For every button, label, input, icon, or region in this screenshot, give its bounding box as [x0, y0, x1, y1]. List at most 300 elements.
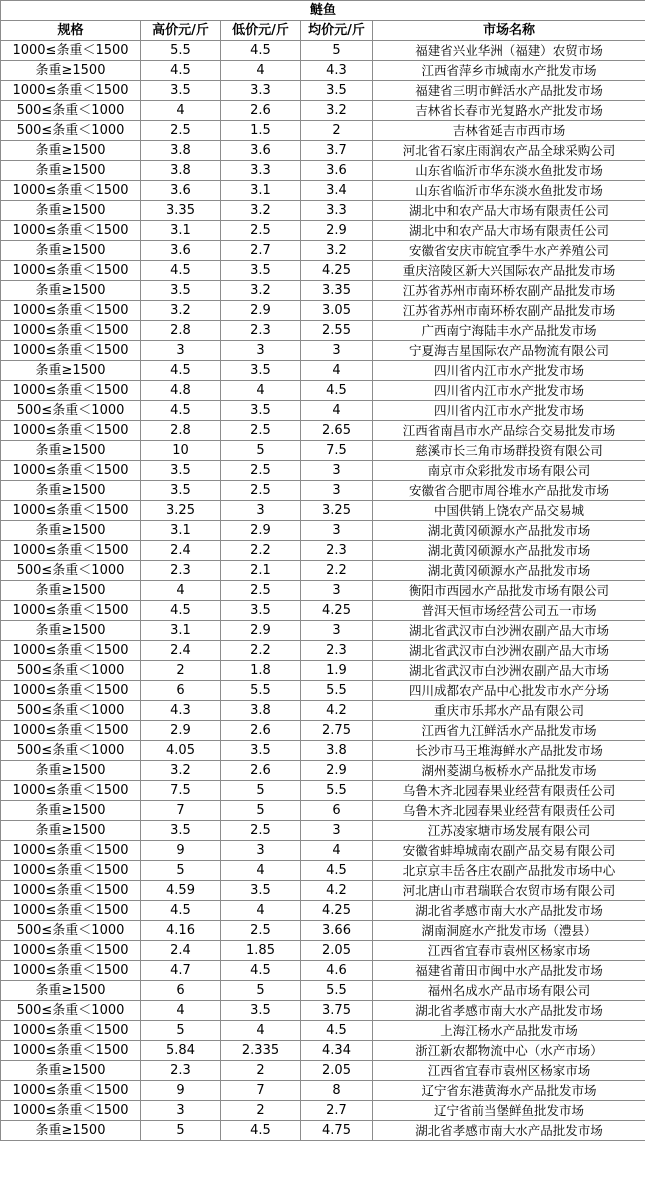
market-name-cell: 安徽省蚌埠城南农副产品交易有限公司: [373, 841, 645, 861]
low-price-cell: 2.9: [221, 621, 301, 641]
avg-price-cell: 3: [301, 821, 373, 841]
avg-price-cell: 2.9: [301, 221, 373, 241]
avg-price-cell: 5.5: [301, 781, 373, 801]
table-row: [1, 141, 645, 161]
market-name-cell: 湖北省武汉市白沙洲农副产品大市场: [373, 661, 645, 681]
table-row: [1, 721, 645, 741]
table-row: [1, 941, 645, 961]
low-price-cell: 5: [221, 441, 301, 461]
market-name-cell: 福建省兴业华洲（福建）农贸市场: [373, 41, 645, 61]
avg-price-cell: 4.25: [301, 601, 373, 621]
high-price-cell: 9: [141, 1081, 221, 1101]
market-name-cell: 吉林省延吉市西市场: [373, 121, 645, 141]
high-price-cell: 3.2: [141, 761, 221, 781]
high-price-cell: 2: [141, 661, 221, 681]
market-name-cell: 江西省九江鲜活水产品批发市场: [373, 721, 645, 741]
high-price-cell: 6: [141, 981, 221, 1001]
high-price-cell: 3.2: [141, 301, 221, 321]
table-row: [1, 701, 645, 721]
market-name-cell: 河北唐山市君瑞联合农贸市场有限公司: [373, 881, 645, 901]
low-price-cell: 2.6: [221, 761, 301, 781]
avg-price-cell: 3.5: [301, 81, 373, 101]
market-name-cell: 长沙市马王堆海鲜水产品批发市场: [373, 741, 645, 761]
market-name-cell: 湖北省孝感市南大水产品批发市场: [373, 901, 645, 921]
table-row: [1, 661, 645, 681]
spec-cell: 1000≤条重＜1500: [1, 601, 141, 621]
low-price-cell: 5.5: [221, 681, 301, 701]
high-price-cell: 4.05: [141, 741, 221, 761]
low-price-cell: 3: [221, 501, 301, 521]
header-spec: 规格: [1, 21, 141, 41]
table-row: [1, 601, 645, 621]
market-name-cell: 慈溪市长三角市场群投资有限公司: [373, 441, 645, 461]
market-name-cell: 北京京丰岳各庄农副产品批发市场中心: [373, 861, 645, 881]
market-name-cell: 福建省莆田市闽中水产品批发市场: [373, 961, 645, 981]
market-name-cell: 乌鲁木齐北园春果业经营有限责任公司: [373, 781, 645, 801]
spec-cell: 条重≥1500: [1, 981, 141, 1001]
high-price-cell: 3.1: [141, 521, 221, 541]
table-row: [1, 341, 645, 361]
high-price-cell: 5: [141, 861, 221, 881]
table-row: [1, 301, 645, 321]
low-price-cell: 3.1: [221, 181, 301, 201]
avg-price-cell: 3: [301, 621, 373, 641]
avg-price-cell: 4.5: [301, 861, 373, 881]
avg-price-cell: 2.9: [301, 761, 373, 781]
low-price-cell: 3.3: [221, 161, 301, 181]
spec-cell: 1000≤条重＜1500: [1, 301, 141, 321]
spec-cell: 条重≥1500: [1, 1061, 141, 1081]
avg-price-cell: 2.05: [301, 1061, 373, 1081]
spec-cell: 1000≤条重＜1500: [1, 421, 141, 441]
low-price-cell: 2.5: [221, 461, 301, 481]
high-price-cell: 4.5: [141, 601, 221, 621]
spec-cell: 条重≥1500: [1, 481, 141, 501]
table-title: 鲢鱼: [1, 1, 645, 21]
header-high-price: 高价元/斤: [141, 21, 221, 41]
high-price-cell: 2.3: [141, 1061, 221, 1081]
low-price-cell: 7: [221, 1081, 301, 1101]
low-price-cell: 2: [221, 1101, 301, 1121]
spec-cell: 500≤条重＜1000: [1, 101, 141, 121]
low-price-cell: 3: [221, 841, 301, 861]
avg-price-cell: 3.2: [301, 101, 373, 121]
market-name-cell: 福州名成水产品市场有限公司: [373, 981, 645, 1001]
avg-price-cell: 4.6: [301, 961, 373, 981]
market-name-cell: 重庆市乐邦水产品有限公司: [373, 701, 645, 721]
avg-price-cell: 3.2: [301, 241, 373, 261]
table-row: [1, 501, 645, 521]
market-name-cell: 湖北黄冈硕源水产品批发市场: [373, 541, 645, 561]
spec-cell: 1000≤条重＜1500: [1, 221, 141, 241]
low-price-cell: 2.7: [221, 241, 301, 261]
high-price-cell: 5: [141, 1021, 221, 1041]
avg-price-cell: 4: [301, 361, 373, 381]
avg-price-cell: 3: [301, 521, 373, 541]
spec-cell: 条重≥1500: [1, 61, 141, 81]
low-price-cell: 2.5: [221, 821, 301, 841]
table-row: [1, 481, 645, 501]
table-row: [1, 641, 645, 661]
low-price-cell: 2.2: [221, 641, 301, 661]
high-price-cell: 5.5: [141, 41, 221, 61]
market-name-cell: 广西南宁海陆丰水产品批发市场: [373, 321, 645, 341]
spec-cell: 条重≥1500: [1, 1121, 141, 1141]
high-price-cell: 3.5: [141, 81, 221, 101]
header-market-name: 市场名称: [373, 21, 645, 41]
spec-cell: 条重≥1500: [1, 141, 141, 161]
high-price-cell: 3: [141, 341, 221, 361]
market-name-cell: 湖北省武汉市白沙洲农副产品大市场: [373, 641, 645, 661]
header-row: [1, 21, 645, 41]
market-name-cell: 四川成都农产品中心批发市水产分场: [373, 681, 645, 701]
avg-price-cell: 1.9: [301, 661, 373, 681]
avg-price-cell: 4: [301, 401, 373, 421]
spec-cell: 条重≥1500: [1, 201, 141, 221]
table-row: [1, 881, 645, 901]
low-price-cell: 4: [221, 861, 301, 881]
low-price-cell: 4: [221, 1021, 301, 1041]
low-price-cell: 4: [221, 381, 301, 401]
spec-cell: 500≤条重＜1000: [1, 121, 141, 141]
spec-cell: 1000≤条重＜1500: [1, 1041, 141, 1061]
avg-price-cell: 5.5: [301, 981, 373, 1001]
spec-cell: 500≤条重＜1000: [1, 921, 141, 941]
table-row: [1, 921, 645, 941]
market-name-cell: 湖北黄冈硕源水产品批发市场: [373, 521, 645, 541]
avg-price-cell: 2.2: [301, 561, 373, 581]
avg-price-cell: 3.35: [301, 281, 373, 301]
low-price-cell: 1.85: [221, 941, 301, 961]
table-row: [1, 961, 645, 981]
avg-price-cell: 7.5: [301, 441, 373, 461]
table-row: [1, 621, 645, 641]
spec-cell: 条重≥1500: [1, 241, 141, 261]
table-row: [1, 781, 645, 801]
table-row: [1, 561, 645, 581]
avg-price-cell: 4.25: [301, 261, 373, 281]
spec-cell: 条重≥1500: [1, 801, 141, 821]
spec-cell: 1000≤条重＜1500: [1, 381, 141, 401]
avg-price-cell: 3: [301, 341, 373, 361]
market-name-cell: 乌鲁木齐北园春果业经营有限责任公司: [373, 801, 645, 821]
high-price-cell: 4.7: [141, 961, 221, 981]
high-price-cell: 9: [141, 841, 221, 861]
market-name-cell: 衡阳市西园水产品批发市场有限公司: [373, 581, 645, 601]
market-name-cell: 湖北中和农产品大市场有限责任公司: [373, 221, 645, 241]
avg-price-cell: 3.7: [301, 141, 373, 161]
high-price-cell: 4: [141, 1001, 221, 1021]
spec-cell: 1000≤条重＜1500: [1, 721, 141, 741]
low-price-cell: 5: [221, 801, 301, 821]
spec-cell: 条重≥1500: [1, 441, 141, 461]
high-price-cell: 4: [141, 581, 221, 601]
high-price-cell: 3.5: [141, 461, 221, 481]
high-price-cell: 4.8: [141, 381, 221, 401]
low-price-cell: 2.5: [221, 421, 301, 441]
avg-price-cell: 2.3: [301, 641, 373, 661]
table-row: [1, 521, 645, 541]
market-name-cell: 安徽省合肥市周谷堆水产品批发市场: [373, 481, 645, 501]
spec-cell: 1000≤条重＜1500: [1, 681, 141, 701]
high-price-cell: 10: [141, 441, 221, 461]
low-price-cell: 3.5: [221, 881, 301, 901]
spec-cell: 条重≥1500: [1, 521, 141, 541]
market-name-cell: 湖北省孝感市南大水产品批发市场: [373, 1001, 645, 1021]
low-price-cell: 3.5: [221, 601, 301, 621]
high-price-cell: 3.5: [141, 481, 221, 501]
avg-price-cell: 2.65: [301, 421, 373, 441]
avg-price-cell: 3.8: [301, 741, 373, 761]
low-price-cell: 4: [221, 61, 301, 81]
market-name-cell: 四川省内江市水产批发市场: [373, 381, 645, 401]
market-name-cell: 南京市众彩批发市场有限公司: [373, 461, 645, 481]
high-price-cell: 4.3: [141, 701, 221, 721]
spec-cell: 1000≤条重＜1500: [1, 501, 141, 521]
market-name-cell: 四川省内江市水产批发市场: [373, 401, 645, 421]
high-price-cell: 5: [141, 1121, 221, 1141]
low-price-cell: 3.2: [221, 281, 301, 301]
table-row: [1, 841, 645, 861]
spec-cell: 1000≤条重＜1500: [1, 961, 141, 981]
spec-cell: 1000≤条重＜1500: [1, 261, 141, 281]
low-price-cell: 2.5: [221, 581, 301, 601]
avg-price-cell: 5.5: [301, 681, 373, 701]
low-price-cell: 4.5: [221, 41, 301, 61]
table-row: [1, 981, 645, 1001]
avg-price-cell: 3: [301, 461, 373, 481]
high-price-cell: 3.5: [141, 281, 221, 301]
table-row: [1, 401, 645, 421]
avg-price-cell: 6: [301, 801, 373, 821]
market-name-cell: 上海江杨水产品批发市场: [373, 1021, 645, 1041]
high-price-cell: 7.5: [141, 781, 221, 801]
low-price-cell: 2.2: [221, 541, 301, 561]
high-price-cell: 3.1: [141, 621, 221, 641]
spec-cell: 500≤条重＜1000: [1, 741, 141, 761]
market-name-cell: 江西省萍乡市城南水产批发市场: [373, 61, 645, 81]
low-price-cell: 2.9: [221, 521, 301, 541]
spec-cell: 1000≤条重＜1500: [1, 841, 141, 861]
market-name-cell: 江苏省苏州市南环桥农副产品批发市场: [373, 281, 645, 301]
table-row: [1, 181, 645, 201]
high-price-cell: 2.8: [141, 421, 221, 441]
low-price-cell: 5: [221, 781, 301, 801]
avg-price-cell: 2.75: [301, 721, 373, 741]
low-price-cell: 2.3: [221, 321, 301, 341]
table-row: [1, 801, 645, 821]
high-price-cell: 2.8: [141, 321, 221, 341]
low-price-cell: 2.6: [221, 721, 301, 741]
spec-cell: 条重≥1500: [1, 281, 141, 301]
table-row: [1, 821, 645, 841]
high-price-cell: 2.9: [141, 721, 221, 741]
avg-price-cell: 3.4: [301, 181, 373, 201]
low-price-cell: 2.5: [221, 221, 301, 241]
spec-cell: 1000≤条重＜1500: [1, 881, 141, 901]
low-price-cell: 3.6: [221, 141, 301, 161]
spec-cell: 条重≥1500: [1, 761, 141, 781]
market-name-cell: 湖北省武汉市白沙洲农副产品大市场: [373, 621, 645, 641]
table-row: [1, 1021, 645, 1041]
low-price-cell: 3.8: [221, 701, 301, 721]
high-price-cell: 2.5: [141, 121, 221, 141]
high-price-cell: 2.4: [141, 541, 221, 561]
table-row: [1, 1001, 645, 1021]
avg-price-cell: 3.6: [301, 161, 373, 181]
high-price-cell: 4.5: [141, 401, 221, 421]
high-price-cell: 3.6: [141, 181, 221, 201]
low-price-cell: 1.8: [221, 661, 301, 681]
market-name-cell: 湖南洞庭水产批发市场（澧县）: [373, 921, 645, 941]
low-price-cell: 3: [221, 341, 301, 361]
low-price-cell: 3.2: [221, 201, 301, 221]
table-row: [1, 61, 645, 81]
low-price-cell: 2.5: [221, 481, 301, 501]
table-row: [1, 101, 645, 121]
high-price-cell: 3.1: [141, 221, 221, 241]
market-name-cell: 江苏凌家塘市场发展有限公司: [373, 821, 645, 841]
table-row: [1, 901, 645, 921]
header-low-price: 低价元/斤: [221, 21, 301, 41]
low-price-cell: 2.9: [221, 301, 301, 321]
low-price-cell: 3.5: [221, 361, 301, 381]
spec-cell: 500≤条重＜1000: [1, 1001, 141, 1021]
spec-cell: 1000≤条重＜1500: [1, 541, 141, 561]
low-price-cell: 2.335: [221, 1041, 301, 1061]
avg-price-cell: 8: [301, 1081, 373, 1101]
spec-cell: 1000≤条重＜1500: [1, 941, 141, 961]
spec-cell: 1000≤条重＜1500: [1, 181, 141, 201]
spec-cell: 1000≤条重＜1500: [1, 341, 141, 361]
avg-price-cell: 4.2: [301, 881, 373, 901]
high-price-cell: 4: [141, 101, 221, 121]
table-row: [1, 381, 645, 401]
table-row: [1, 281, 645, 301]
table-row: [1, 1081, 645, 1101]
table-row: [1, 581, 645, 601]
avg-price-cell: 3.05: [301, 301, 373, 321]
high-price-cell: 7: [141, 801, 221, 821]
spec-cell: 条重≥1500: [1, 161, 141, 181]
high-price-cell: 3.6: [141, 241, 221, 261]
table-row: [1, 1121, 645, 1141]
market-name-cell: 宁夏海吉星国际农产品物流有限公司: [373, 341, 645, 361]
spec-cell: 1000≤条重＜1500: [1, 781, 141, 801]
table-row: [1, 201, 645, 221]
market-name-cell: 湖州菱湖乌板桥水产品批发市场: [373, 761, 645, 781]
spec-cell: 500≤条重＜1000: [1, 701, 141, 721]
avg-price-cell: 4.3: [301, 61, 373, 81]
market-name-cell: 四川省内江市水产批发市场: [373, 361, 645, 381]
high-price-cell: 4.16: [141, 921, 221, 941]
avg-price-cell: 3.75: [301, 1001, 373, 1021]
table-row: [1, 321, 645, 341]
avg-price-cell: 3: [301, 481, 373, 501]
table-row: [1, 681, 645, 701]
table-row: [1, 261, 645, 281]
avg-price-cell: 3.66: [301, 921, 373, 941]
table-row: [1, 441, 645, 461]
high-price-cell: 4.5: [141, 61, 221, 81]
market-name-cell: 安徽省安庆市皖宜季牛水产养殖公司: [373, 241, 645, 261]
spec-cell: 1000≤条重＜1500: [1, 901, 141, 921]
spec-cell: 条重≥1500: [1, 621, 141, 641]
table-row: [1, 421, 645, 441]
high-price-cell: 6: [141, 681, 221, 701]
market-name-cell: 江西省南昌市水产品综合交易批发市场: [373, 421, 645, 441]
low-price-cell: 2: [221, 1061, 301, 1081]
avg-price-cell: 3: [301, 581, 373, 601]
spec-cell: 1000≤条重＜1500: [1, 861, 141, 881]
spec-cell: 条重≥1500: [1, 581, 141, 601]
high-price-cell: 3.35: [141, 201, 221, 221]
market-name-cell: 辽宁省东港黄海水产品批发市场: [373, 1081, 645, 1101]
avg-price-cell: 4.75: [301, 1121, 373, 1141]
table-row: [1, 81, 645, 101]
market-name-cell: 江西省宜春市袁州区杨家市场: [373, 941, 645, 961]
table-body: [1, 41, 645, 1141]
spec-cell: 1000≤条重＜1500: [1, 1081, 141, 1101]
table-row: [1, 41, 645, 61]
high-price-cell: 4.5: [141, 901, 221, 921]
table-row: [1, 1041, 645, 1061]
table-row: [1, 1061, 645, 1081]
low-price-cell: 4: [221, 901, 301, 921]
market-name-cell: 山东省临沂市华东淡水鱼批发市场: [373, 181, 645, 201]
market-name-cell: 江苏省苏州市南环桥农副产品批发市场: [373, 301, 645, 321]
table-row: [1, 1101, 645, 1121]
high-price-cell: 2.4: [141, 941, 221, 961]
high-price-cell: 3.25: [141, 501, 221, 521]
spec-cell: 1000≤条重＜1500: [1, 461, 141, 481]
high-price-cell: 2.4: [141, 641, 221, 661]
spec-cell: 500≤条重＜1000: [1, 661, 141, 681]
avg-price-cell: 3.3: [301, 201, 373, 221]
avg-price-cell: 4.34: [301, 1041, 373, 1061]
low-price-cell: 3.5: [221, 741, 301, 761]
high-price-cell: 3.8: [141, 161, 221, 181]
high-price-cell: 5.84: [141, 1041, 221, 1061]
table-row: [1, 541, 645, 561]
low-price-cell: 2.1: [221, 561, 301, 581]
spec-cell: 1000≤条重＜1500: [1, 641, 141, 661]
low-price-cell: 3.5: [221, 1001, 301, 1021]
low-price-cell: 2.6: [221, 101, 301, 121]
market-name-cell: 普洱天恒市场经营公司五一市场: [373, 601, 645, 621]
spec-cell: 条重≥1500: [1, 821, 141, 841]
high-price-cell: 3.8: [141, 141, 221, 161]
market-name-cell: 中国供销上饶农产品交易城: [373, 501, 645, 521]
avg-price-cell: 3.25: [301, 501, 373, 521]
market-name-cell: 江西省宜春市袁州区杨家市场: [373, 1061, 645, 1081]
spec-cell: 1000≤条重＜1500: [1, 81, 141, 101]
table-row: [1, 461, 645, 481]
low-price-cell: 4.5: [221, 1121, 301, 1141]
market-name-cell: 湖北省孝感市南大水产品批发市场: [373, 1121, 645, 1141]
market-name-cell: 辽宁省前当堡鲜鱼批发市场: [373, 1101, 645, 1121]
spec-cell: 1000≤条重＜1500: [1, 1101, 141, 1121]
spec-cell: 条重≥1500: [1, 361, 141, 381]
market-name-cell: 河北省石家庄雨润农产品全球采购公司: [373, 141, 645, 161]
table-row: [1, 741, 645, 761]
table-row: [1, 241, 645, 261]
low-price-cell: 3.3: [221, 81, 301, 101]
spec-cell: 500≤条重＜1000: [1, 561, 141, 581]
table-row: [1, 361, 645, 381]
table-row: [1, 861, 645, 881]
avg-price-cell: 2.7: [301, 1101, 373, 1121]
